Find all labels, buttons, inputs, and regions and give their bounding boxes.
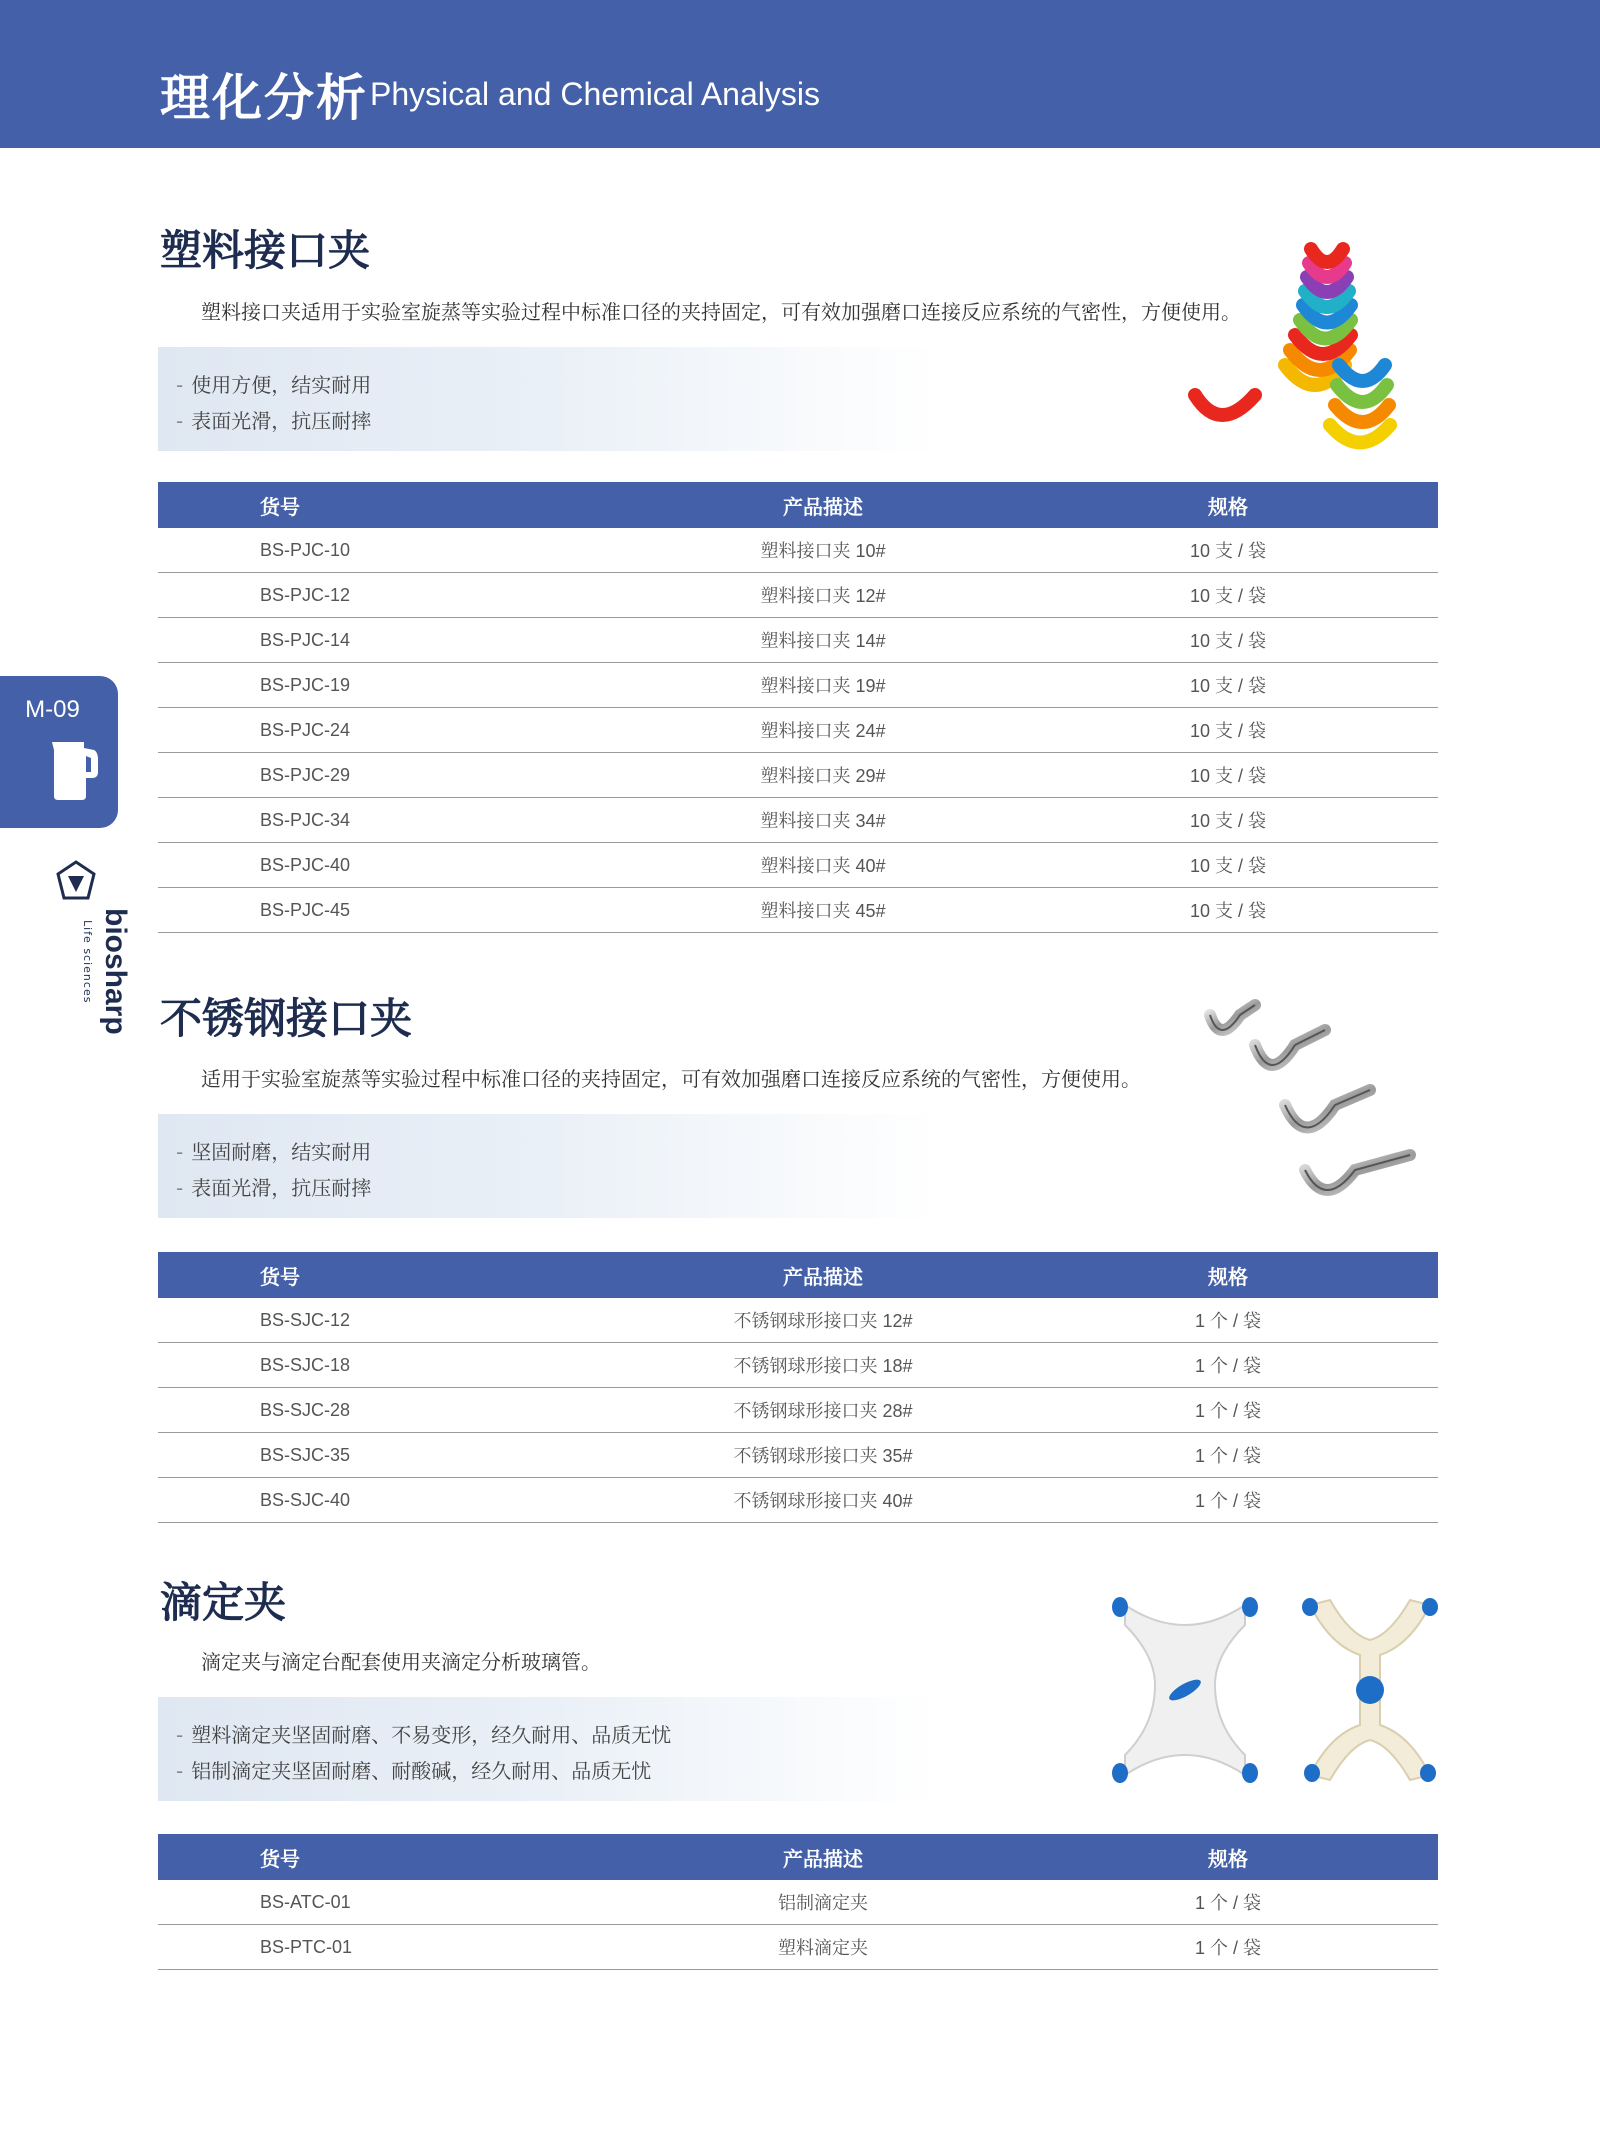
steel-clip-image: [1195, 975, 1435, 1220]
col-sku: 货号: [158, 1834, 628, 1880]
feature-box-titration: [158, 1697, 938, 1801]
col-sku: 货号: [158, 1252, 628, 1298]
table-row: BS-PJC-14 塑料接口夹 14# 10 支 / 袋: [158, 618, 1438, 663]
chapter-tab[interactable]: [0, 676, 118, 828]
table-row: BS-PJC-34 塑料接口夹 34# 10 支 / 袋: [158, 798, 1438, 843]
feature-item: - 塑料滴定夹坚固耐磨、不易变形，经久耐用、品质无忧: [176, 1723, 672, 1747]
table-row: BS-SJC-12 不锈钢球形接口夹 12# 1 个 / 袋: [158, 1298, 1438, 1343]
section-desc-plastic: 塑料接口夹适用于实验室旋蒸等实验过程中标准口径的夹持固定，可有效加强磨口连接反应系统的气密性，方便使用。: [201, 300, 1241, 324]
col-desc: 产品描述: [628, 1834, 1018, 1880]
col-desc: 产品描述: [628, 482, 1018, 528]
table-header-row: [158, 1834, 1438, 1880]
table-row: BS-PJC-24 塑料接口夹 24# 10 支 / 袋: [158, 708, 1438, 753]
col-spec: 规格: [1018, 1834, 1438, 1880]
table-header-row: [158, 482, 1438, 528]
spec-table-titration: [158, 1834, 1438, 1970]
spec-table-plastic: [158, 482, 1438, 933]
page-title: 理化分析: [160, 69, 368, 127]
col-spec: 规格: [1018, 1252, 1438, 1298]
section-title-titration: 滴定夹: [160, 1578, 287, 1627]
brand-tagline: Life sciences: [81, 920, 94, 1004]
table-row: BS-PJC-45 塑料接口夹 45# 10 支 / 袋: [158, 888, 1438, 933]
feature-item: - 表面光滑，抗压耐摔: [176, 409, 372, 433]
table-header-row: [158, 1252, 1438, 1298]
section-desc-titration: 滴定夹与滴定台配套使用夹滴定分析玻璃管。: [201, 1650, 601, 1674]
beaker-icon: [46, 738, 102, 804]
aluminum-titration-clamp-image: [1095, 1585, 1275, 1795]
section-title-plastic: 塑料接口夹: [160, 226, 371, 275]
feature-box-steel: [158, 1114, 938, 1218]
table-row: BS-SJC-40 不锈钢球形接口夹 40# 1 个 / 袋: [158, 1478, 1438, 1523]
table-row: BS-PJC-29 塑料接口夹 29# 10 支 / 袋: [158, 753, 1438, 798]
table-row: BS-ATC-01 铝制滴定夹 1 个 / 袋: [158, 1880, 1438, 1925]
table-row: BS-SJC-35 不锈钢球形接口夹 35# 1 个 / 袋: [158, 1433, 1438, 1478]
spec-table-steel: [158, 1252, 1438, 1523]
table-row: BS-PJC-10 塑料接口夹 10# 10 支 / 袋: [158, 528, 1438, 573]
chapter-code: M-09: [25, 696, 80, 723]
brand-name: biosharp: [99, 908, 132, 1035]
section-title-steel: 不锈钢接口夹: [160, 994, 413, 1043]
section-desc-steel: 适用于实验室旋蒸等实验过程中标准口径的夹持固定，可有效加强磨口连接反应系统的气密性，方便使用。: [201, 1067, 1141, 1091]
table-row: BS-SJC-18 不锈钢球形接口夹 18# 1 个 / 袋: [158, 1343, 1438, 1388]
feature-box-plastic: [158, 347, 938, 451]
table-row: BS-SJC-28 不锈钢球形接口夹 28# 1 个 / 袋: [158, 1388, 1438, 1433]
page-header: [0, 0, 1600, 148]
table-row: BS-PJC-40 塑料接口夹 40# 10 支 / 袋: [158, 843, 1438, 888]
page-subtitle: Physical and Chemical Analysis: [370, 76, 820, 112]
brand-logo: [54, 860, 132, 1035]
table-row: BS-PTC-01 塑料滴定夹 1 个 / 袋: [158, 1925, 1438, 1970]
plastic-clip-image: [1175, 225, 1425, 465]
table-row: BS-PJC-19 塑料接口夹 19# 10 支 / 袋: [158, 663, 1438, 708]
feature-item: - 铝制滴定夹坚固耐磨、耐酸碱，经久耐用、品质无忧: [176, 1759, 652, 1783]
col-sku: 货号: [158, 482, 628, 528]
feature-item: - 使用方便，结实耐用: [176, 373, 372, 397]
biosharp-logo-icon: [54, 860, 98, 904]
feature-item: - 表面光滑，抗压耐摔: [176, 1176, 372, 1200]
feature-item: - 坚固耐磨，结实耐用: [176, 1140, 372, 1164]
plastic-titration-clamp-image: [1290, 1585, 1450, 1795]
col-desc: 产品描述: [628, 1252, 1018, 1298]
table-row: BS-PJC-12 塑料接口夹 12# 10 支 / 袋: [158, 573, 1438, 618]
col-spec: 规格: [1018, 482, 1438, 528]
